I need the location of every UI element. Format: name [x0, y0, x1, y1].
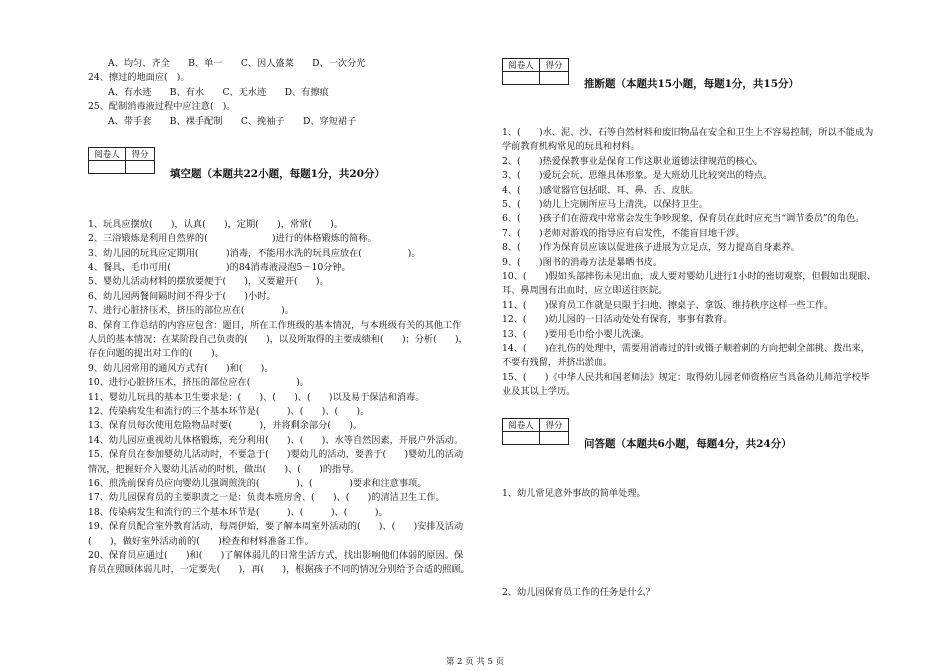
judge-line: 10、( )假如头部摔伤未见出血，成人要对婴幼儿进行1小时的密切观察，但假如出现眼、: [502, 271, 876, 282]
judge-line: 12、( )幼儿园的一日活动处处有保育，事事有教育。: [502, 314, 733, 325]
fill-line: 11、婴幼儿玩具的基本卫生要求是：( )、( )、( )以及易于保洁和消毒。: [88, 392, 425, 403]
score-label: 得分: [540, 59, 569, 72]
judge-line: 5、( )幼儿上完厕所应马上清洗，以保持卫生。: [502, 199, 708, 210]
fill-line: 3、幼儿园的玩具应定期用( )消毒，不能用水洗的玩具应放在( )。: [88, 248, 421, 259]
reviewer-label: 阅卷人: [89, 148, 126, 161]
score-cell[interactable]: [126, 161, 155, 174]
judge-line: 11、( )保育员工作就是只限于扫地、擦桌子、拿饭、维持秩序这样一些工作。: [502, 300, 834, 311]
fill-line: 6、幼儿园两餐间隔时间不得少于( )小时。: [88, 291, 276, 302]
judge-line: 7、( )老师对游戏的指导应有启发性，不能盲目地干涉。: [502, 228, 745, 239]
fill-line: 20、保育员应通过( )和( )了解体弱儿的日常生活方式，找出影响他们体弱的原因。保: [88, 550, 464, 561]
judge-line: 业及其以上学历。: [502, 386, 576, 397]
fill-line: 存在问题的提出对工作的( )。: [88, 348, 224, 359]
fill-line: 8、保育工作总结的内容应包含：题目，所在工作班级的基本情况，与本班级有关的其他工作: [88, 320, 462, 331]
reviewer-label: 阅卷人: [503, 419, 540, 432]
qa-score-box: [502, 418, 569, 445]
judge-line: 14、( )在扎伤的处理中，需要用消毒过的针或镊子顺着刺的方向把刺全部挑、拨出来，: [502, 343, 870, 354]
fill-line: 18、传染病发生和流行的三个基本环节是( )、( )、( )。: [88, 507, 388, 518]
fill-line: 13、保育员每次使用危险物品时要( )，并将剩余部分( )。: [88, 420, 363, 431]
judge-section-title: 推断题（本题共15小题，每题1分，共15分）: [584, 78, 800, 90]
judge-line: 8、( )作为保育员应该以促进孩子进展为立足点，努力提高自身素养。: [502, 242, 800, 253]
q23-options: A、均匀、齐全 B、单一 C、因人盛菜 D、一次分光: [108, 58, 366, 69]
fill-line: 4、餐具、毛巾可用( )的84消毒液浸泡5－10分钟。: [88, 262, 351, 273]
judge-line: 2、( )热爱保教事业是保育工作这职业道德法律规范的核心。: [502, 156, 764, 167]
fill-line: 7、进行心脏挤压术，挤压的部位应在( )。: [88, 305, 294, 316]
judge-line: 学前教育机构常见的玩具和材料。: [502, 141, 640, 152]
fill-line: 9、幼儿园常用的通风方式有( )和( )。: [88, 363, 274, 374]
judge-line: 15、( )《中华人民共和国老师法》规定：取得幼儿园老师资格应当具备幼儿师范学校毕: [502, 372, 870, 383]
fill-line: 12、传染病发生和流行的三个基本环节是( )、( )、( )。: [88, 406, 370, 417]
judge-line: 1、( )水、泥、沙、石等自然材料和废旧物品在安全和卫生上不容易控制，所以不能成为: [502, 127, 874, 138]
fill-line: 10、进行心脏挤压术，挤压的部位应在( )。: [88, 377, 309, 388]
fill-line: 人员的基本情况；在某阶段自己负责的( )，以及所取得的主要成绩和( )；分析( )，: [88, 334, 468, 345]
reviewer-cell[interactable]: [89, 161, 126, 174]
q24-options: A、有水迹 B、有水 C、无水迹 D、有擦痕: [108, 87, 329, 98]
fill-line: ( )，做好室外活动前的( )检查和材料准备工作。: [88, 536, 314, 547]
reviewer-cell[interactable]: [503, 432, 540, 445]
qa-section-title: 问答题（本题共6小题，每题4分，共24分）: [584, 438, 792, 450]
q25-options: A、带手套 B、裸手配制 C、挽袖子 D、穿短裙子: [108, 116, 357, 127]
judge-line: 13、( )要用毛巾给小婴儿洗澡。: [502, 329, 650, 340]
fill-line: 17、幼儿园保育员的主要职责之一是：负责本班房舍、( )、( )的清洁卫生工作。: [88, 492, 445, 503]
fill-line: 2、三浴锻炼是利用自然界的( )进行的体格锻炼的简称。: [88, 233, 377, 244]
fill-section-title: 填空题（本题共22小题，每题1分，共20分）: [170, 168, 386, 180]
fill-line: 19、保育员配合室外教育活动，每周伊始，要了解本周室外活动的( )、( )安排及活动: [88, 521, 464, 532]
fill-line: 情况，把握好介入婴幼儿活动的时机，做出( )、( )的指导。: [88, 464, 360, 475]
judge-line: 6、( )孩子们在游戏中常常会发生争吵现象，保育员在此时应充当“调节委员”的角色。: [502, 213, 865, 224]
judge-line: 耳、鼻周围有出血时，应立即送往医院。: [502, 285, 668, 296]
fill-line: 16、煎洗前保育员应向婴幼儿强调煎洗的( )、( )要求和注意事项。: [88, 478, 427, 489]
score-label: 得分: [126, 148, 155, 161]
qa-question-2: 2、幼儿园保育员工作的任务是什么？: [502, 587, 655, 598]
fill-line: 15、保育员在参加婴幼儿活动时，不要急于( )婴幼儿的活动，要善于( )婴幼儿的活动: [88, 449, 464, 460]
page-footer: 第 2 页 共 5 页: [445, 657, 505, 667]
fill-line: 14、幼儿园应重视幼儿体格锻炼，充分利用( )、( )、水等自然因素，开展户外活动。: [88, 435, 464, 446]
qa-question-1: 1、幼儿常见意外事故的简单处理。: [502, 488, 646, 499]
judge-line: 4、( )感觉器官包括眼、耳、鼻、舌、皮肤。: [502, 185, 699, 196]
score-label: 得分: [540, 419, 569, 432]
fill-line: 育员在照顾体弱儿时，一定要先( )，再( )，根据孩子不同的情况分别给予合适的照顾。: [88, 564, 470, 575]
judge-score-box: [502, 58, 569, 85]
judge-line: 不要有残留，并挤出淤血。: [502, 357, 613, 368]
judge-line: 3、( )爱玩会玩、思维具体形象。是大班幼儿比较突出的特点。: [502, 170, 773, 181]
fill-score-box: [88, 147, 155, 174]
fill-line: 5、婴幼儿活动材料的摆放要便于( )，又要避开( )。: [88, 276, 329, 287]
score-cell[interactable]: [540, 432, 569, 445]
reviewer-label: 阅卷人: [503, 59, 540, 72]
judge-line: 9、( )图书的消毒方法是暴晒书皮。: [502, 257, 663, 268]
q25-question: 25、配制消毒液过程中应注意( )。: [88, 101, 236, 112]
q24-question: 24、擦过的地面应( )。: [88, 72, 190, 83]
reviewer-cell[interactable]: [503, 72, 540, 85]
score-cell[interactable]: [540, 72, 569, 85]
fill-line: 1、玩具应摆放( )，认真( )，定期( )，常常( )。: [88, 219, 344, 230]
